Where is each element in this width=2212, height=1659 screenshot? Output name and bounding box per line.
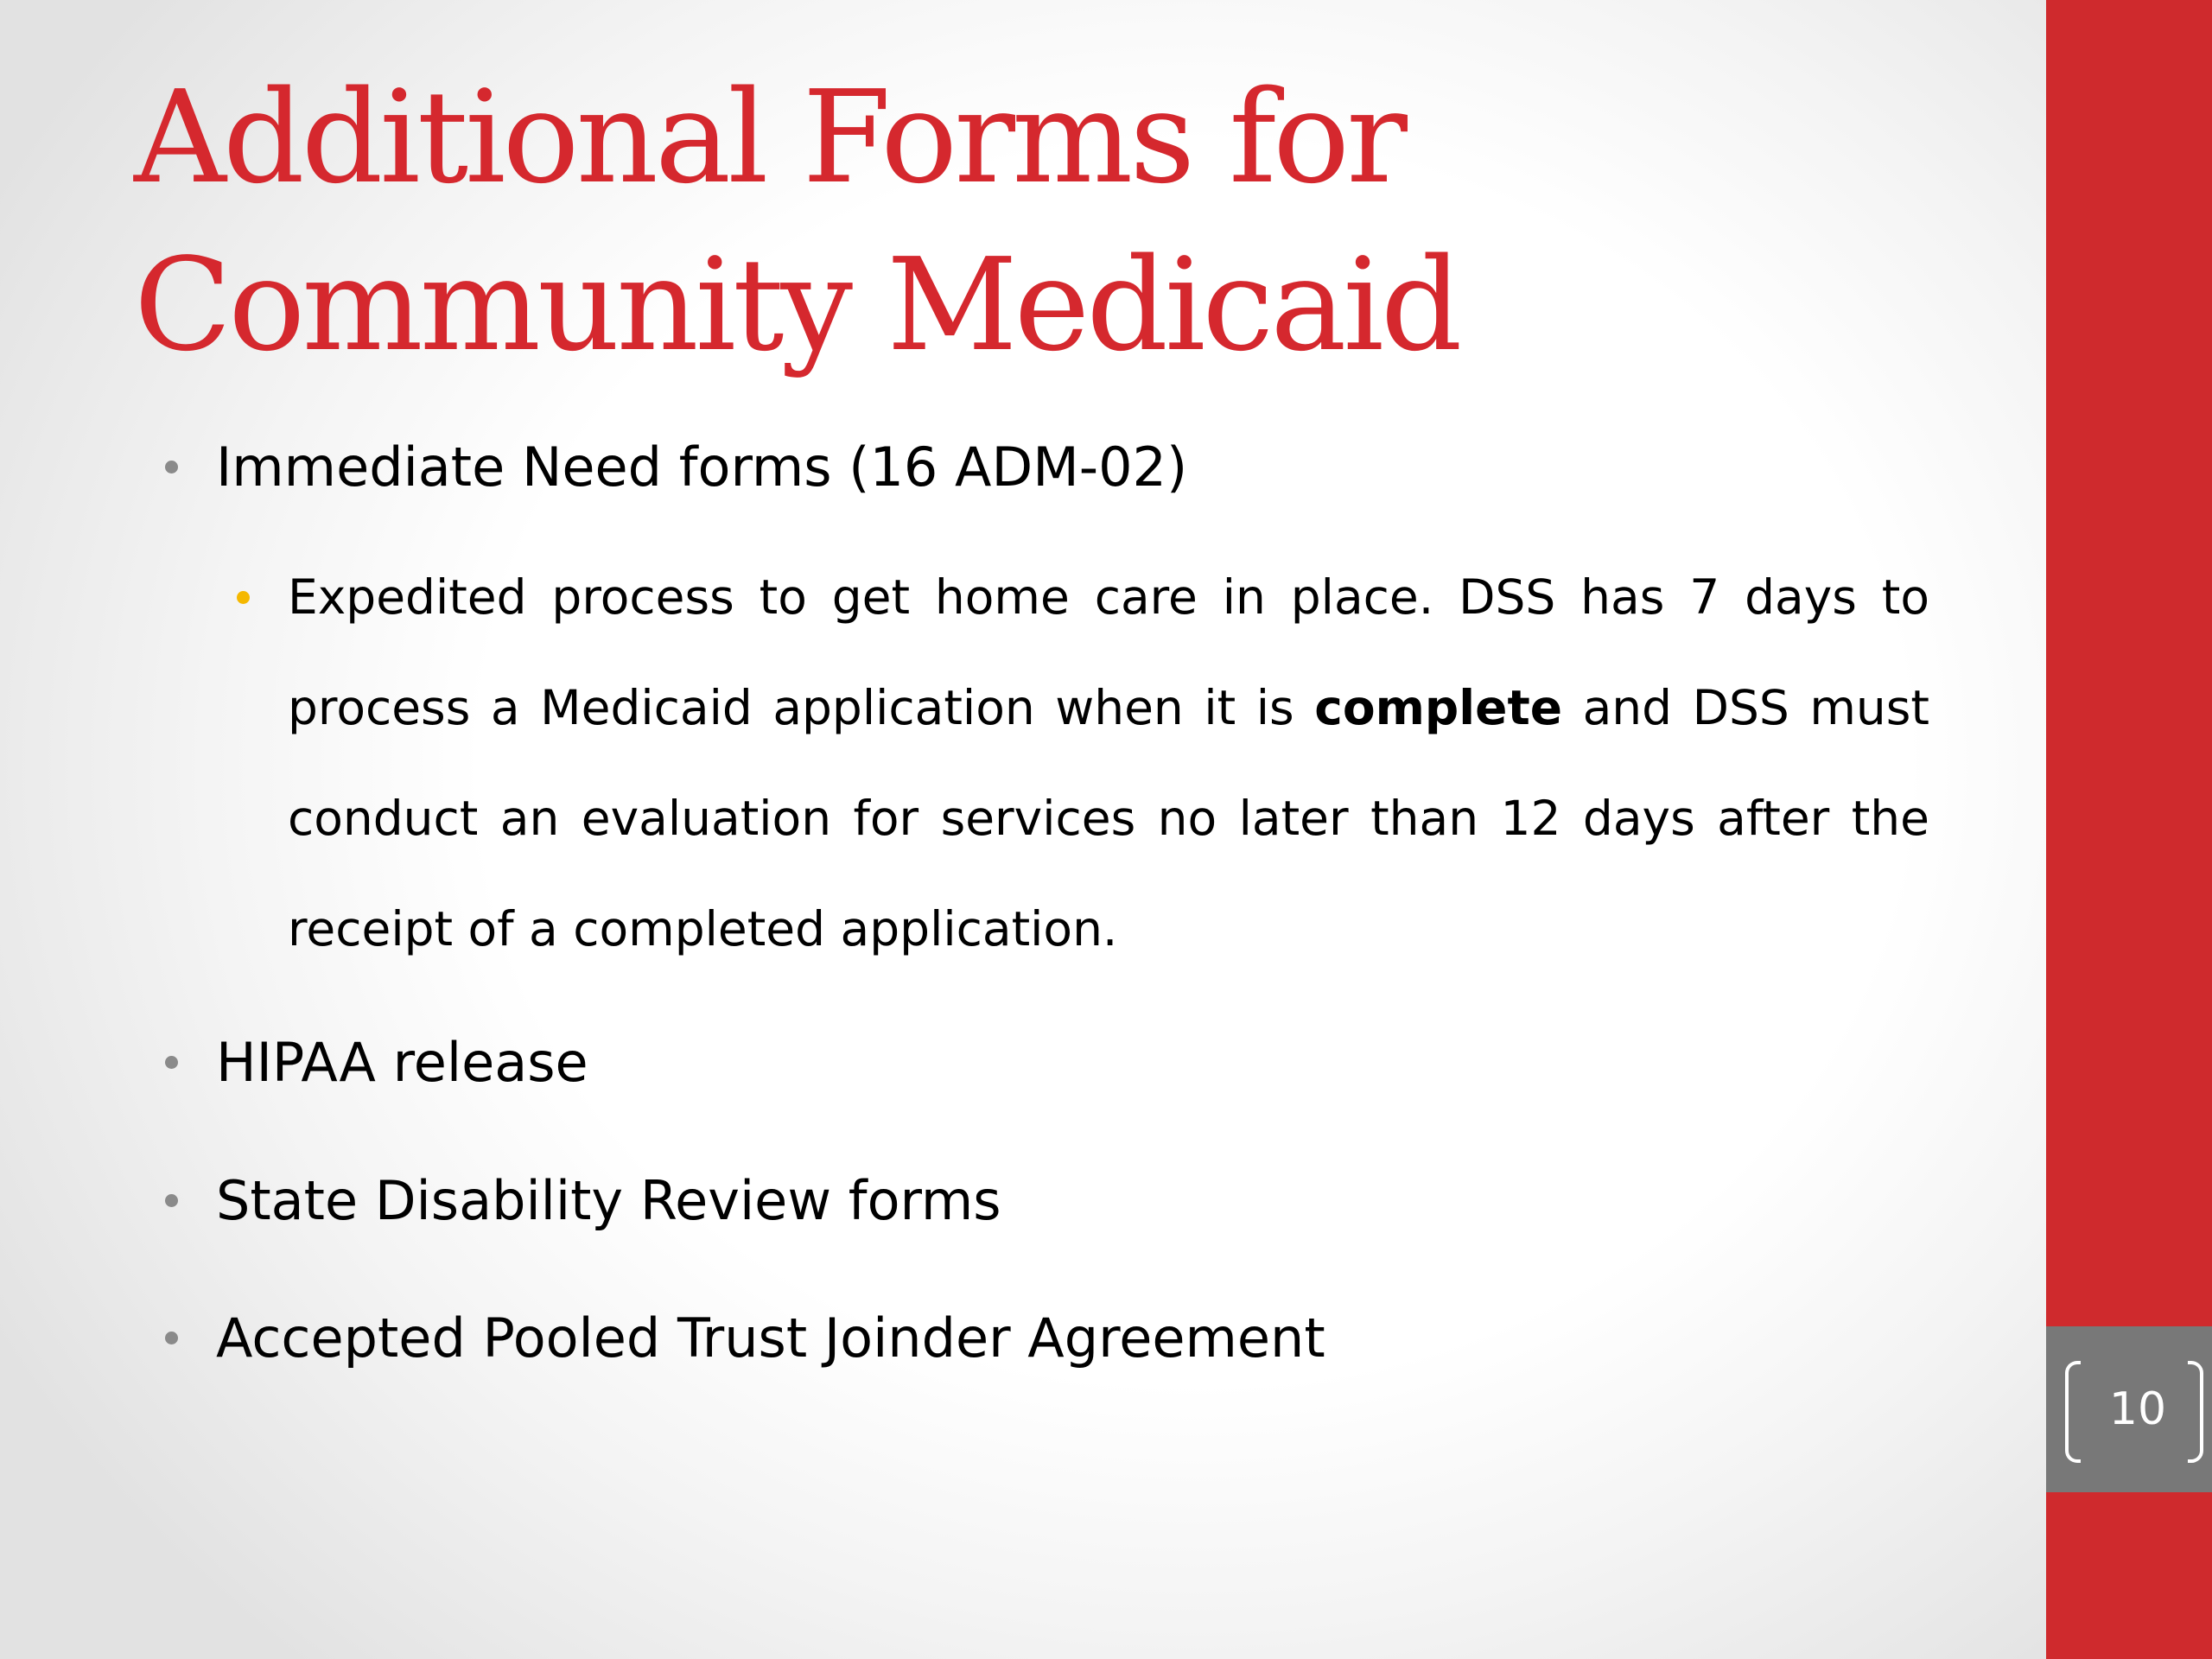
sub-bullet-text-part1: Expedited process to get home care in place. DSS has 7 days to process a Medicaid application when it is [288,569,1929,735]
sub-bullet-dot-icon [237,591,250,604]
left-bracket-icon [2065,1361,2081,1463]
bullet-text: HIPAA release [216,1031,588,1094]
bullet-text: Accepted Pooled Trust Joinder Agreement [216,1306,1325,1370]
right-bracket-icon [2188,1361,2203,1463]
slide-title [134,54,1776,389]
bullet-dot-icon [165,1332,178,1344]
bullet-dot-icon [165,1056,178,1069]
bullet-dot-icon [165,1194,178,1207]
bullet-text: State Disability Review forms [216,1169,1001,1232]
list-item [216,1166,1001,1236]
sub-bullet-text-part2: and DSS must conduct an evaluation for services no later than 12 days after the receipt of a completed application. [288,680,1929,957]
sub-bullet-bold-text: complete [1314,680,1563,735]
list-item [216,433,1187,502]
sub-list-item [288,542,1929,984]
title-line-1: Additional Forms for [134,63,1404,212]
list-item [216,1304,1325,1373]
bullet-dot-icon [165,461,178,474]
page-number: 10 [2108,1383,2167,1435]
page-number-box [2046,1326,2212,1492]
list-item [216,1028,588,1097]
bullet-text: Immediate Need forms (16 ADM-02) [216,435,1188,499]
title-line-2: Community Medicaid [134,231,1459,379]
